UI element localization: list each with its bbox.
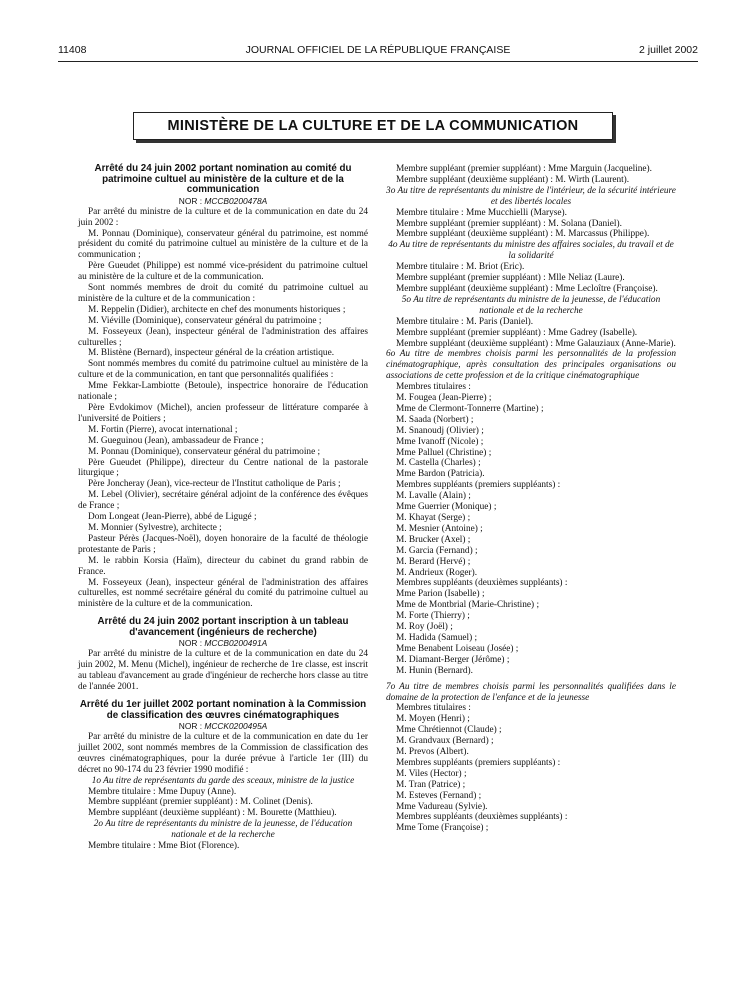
member-line: Membre suppléant (premier suppléant) : Mme Marguin (Jacqueline). [396,164,652,174]
nor-reference [78,638,368,649]
member-line: Mme de Clermont-Tonnerre (Martine) ; [396,403,544,414]
member-line: Membre suppléant (deuxième suppléant) : M. Wirth (Laurent). [396,174,630,185]
member-line: Mme Benabent Loiseau (Josée) ; [396,643,519,654]
member-line: Mme Tome (Françoise) ; [396,823,489,834]
nor-reference [78,196,368,207]
journal-title: JOURNAL OFFICIEL DE LA RÉPUBLIQUE FRANÇAISE [245,44,511,56]
member-line: Mme Bardon (Patricia). [396,469,485,480]
section-heading: 2o Au titre de représentants du ministre de la jeunesse, de l'éducation nationale et de la recherche [93,819,353,841]
member-line: M. Berard (Hervé) ; [396,556,471,567]
member-line: Membres titulaires : [396,382,471,393]
paragraph: M. Ponnau (Dominique), conservateur général du patrimoine ; [88,446,321,457]
member-line: M. Forte (Thierry) ; [396,611,470,622]
ministry-banner: MINISTÈRE DE LA CULTURE ET DE LA COMMUNICATION [133,112,613,140]
paragraph: Par arrêté du ministre de la culture et de la communication en date du 24 juin 2002, M. Menu (Michel), ingénieur de recherche de 1re classe, est inscrit au tableau d'avancement au grade d'ingénieur de recherche hors classe au titre de l'année 2001. [78,649,368,693]
member-line: Mme Chrétiennot (Claude) ; [396,725,502,736]
paragraph: Père Joncheray (Jean), vice-recteur de l'Institut catholique de Paris ; [88,479,341,490]
right-column [386,164,676,834]
nor-reference [78,721,368,732]
member-line: M. Roy (Joël) ; [396,622,453,633]
paragraph: Par arrêté du ministre de la culture et de la communication en date du 24 juin 2002 : [78,206,368,228]
section-heading: 4o Au titre de représentants du ministre des affaires sociales, du travail et de la solidarité [388,240,674,262]
member-line: Membres suppléants (premiers suppléants) : [396,757,561,768]
paragraph: Mme Fekkar-Lambiotte (Betoule), inspectrice honoraire de l'éducation nationale ; [78,381,368,403]
paragraph: Dom Longeat (Jean-Pierre), abbé de Ligugé ; [88,512,257,523]
section-heading: 5o Au titre de représentants du ministre de la jeunesse, de l'éducation nationale et de la recherche [401,294,661,316]
member-line: Membre suppléant (premier suppléant) : Mme Gadrey (Isabelle). [396,327,638,338]
paragraph: M. Fosseyeux (Jean), inspecteur général de l'administration des affaires culturelles, est nommé secrétaire général du comité du patrimoine cultuel au ministère de la culture et de la communication. [78,577,368,610]
paragraph: Sont nommés membres de droit du comité du patrimoine cultuel au ministère de la culture et de la communication : [78,283,368,304]
member-line: M. Moyen (Henri) ; [396,714,470,725]
member-line: Mme Guerrier (Monique) ; [396,502,497,513]
member-line: Membre suppléant (premier suppléant) : M. Colinet (Denis). [88,797,313,808]
member-line: Membre suppléant (premier suppléant) : M. Solana (Daniel). [396,218,622,229]
paragraph: M. le rabbin Korsia (Haïm), directeur du cabinet du grand rabbin de France. [78,555,368,577]
paragraph: M. Monnier (Sylvestre), architecte ; [88,522,222,533]
paragraph: M. Lebel (Olivier), secrétaire général adjoint de la conférence des évêques de France ; [78,490,368,512]
decree-title: Arrêté du 1er juillet 2002 portant nomination à la Commission de classification des œuvres cinématographiques [79,698,367,721]
member-line: M. Khayat (Serge) ; [396,513,471,523]
member-line: Membres suppléants (deuxièmes suppléants) : [396,812,568,823]
section-heading: 1o Au titre de représentants du garde des sceaux, ministre de la justice [91,775,355,786]
nor-code: MCCK0200495A [204,721,268,732]
member-line: Membres suppléants (deuxièmes suppléants) : [396,578,568,589]
paragraph: M. Viéville (Dominique), conservateur général du patrimoine ; [88,315,322,326]
member-line: Membre suppléant (deuxième suppléant) : Mme Galauziaux (Anne-Marie). [396,338,676,349]
header-rule [58,61,698,62]
member-line: Membre titulaire : M. Briot (Eric). [396,262,525,273]
member-line: Mme de Montbrial (Marie-Christine) ; [396,600,540,611]
member-line: M. Andrieux (Roger). [396,567,478,578]
decree-title: Arrêté du 24 juin 2002 portant inscription à un tableau d'avancement (ingénieurs de recherche) [97,616,349,638]
issue-date: 2 juillet 2002 [639,44,698,56]
member-line: Mme Parion (Isabelle) ; [396,589,485,600]
member-line: M. Prevos (Albert). [396,747,469,758]
member-line: M. Snanoudj (Olivier) ; [396,425,484,436]
member-line: Mme Vadureau (Sylvie). [396,801,488,812]
page-number: 11408 [58,44,87,56]
member-line: M. Garcia (Fernand) ; [396,545,478,556]
paragraph: M. Reppelin (Didier), architecte en chef des monuments historiques ; [88,304,346,315]
nor-code: MCCB0200478A [204,195,268,206]
paragraph: Par arrêté du ministre de la culture et de la communication en date du 1er juillet 2002, sont nommés membres de la Commission de classification des œuvres cinématographiques, pour la durée prévue à l'article 1er (III) du décret no 90-174 du 23 février 1990 modifié : [78,732,368,775]
paragraph: M. Fosseyeux (Jean), inspecteur général de l'administration des affaires culturelles ; [78,326,368,348]
nor-label: NOR : [178,721,203,732]
paragraph: M. Blistène (Bernard), inspecteur général de la création artistique. [88,348,335,359]
member-line: M. Diamant-Berger (Jérôme) ; [396,654,510,665]
member-line: M. Mesnier (Antoine) ; [396,523,483,534]
nor-label: NOR : [178,638,203,649]
member-line: M. Grandvaux (Bernard) ; [396,736,494,747]
paragraph: Pasteur Pérès (Jacques-Noël), doyen honoraire de la faculté de théologie protestante de Paris ; [78,533,368,555]
member-line: Membre titulaire : Mme Dupuy (Anne). [88,786,237,797]
member-line: M. Hadida (Samuel) ; [396,632,478,643]
member-line: M. Tran (Patrice) ; [396,779,466,790]
member-line: M. Saada (Norbert) ; [396,414,474,425]
member-line: Mme Palluel (Christine) ; [396,447,492,458]
running-header [58,44,698,58]
paragraph: Père Gueudet (Philippe), directeur du Centre national de la pastorale liturgique ; [78,457,368,479]
member-line: M. Viles (Hector) ; [396,768,467,779]
member-line: M. Fougea (Jean-Pierre) ; [396,393,492,404]
member-line: Membres suppléants (premiers suppléants) : [396,480,561,491]
left-column [78,164,368,852]
section-heading: 7o Au titre de membres choisis parmi les personnalités qualifiées dans le domaine de la protection de l'enfance et de la jeunesse [386,681,676,703]
member-line: M. Esteves (Fernand) ; [396,790,482,801]
member-line: Membres titulaires : [396,703,471,714]
decree-title: Arrêté du 24 juin 2002 portant nomination au comité du patrimoine cultuel au ministère de la culture et de la communication [94,163,352,196]
member-line: Membre suppléant (deuxième suppléant) : Mme Lecloître (Françoise). [396,283,658,294]
nor-label: NOR : [178,195,203,206]
member-line: M. Hunin (Bernard). [396,665,473,676]
member-line: M. Castella (Charles) ; [396,458,481,469]
member-list [386,382,676,676]
member-line: M. Brucker (Axel) ; [396,534,471,545]
nor-code: MCCB0200491A [204,638,268,649]
member-line: Membre titulaire : Mme Biot (Florence). [88,841,240,852]
paragraph: Père Evdokimov (Michel), ancien professeur de littérature comparée à l'université de Poitiers ; [78,403,368,424]
member-line: Membre titulaire : M. Paris (Daniel). [396,316,534,327]
member-line: Membre suppléant (deuxième suppléant) : M. Marcassus (Philippe). [396,229,650,240]
member-list [386,703,676,834]
member-line: Membre suppléant (deuxième suppléant) : M. Bourette (Matthieu). [88,808,337,819]
paragraph: M. Fortin (Pierre), avocat international ; [88,424,238,435]
paragraph: M. Gueguinou (Jean), ambassadeur de France ; [88,435,264,446]
section-heading: 3o Au titre de représentants du ministre de l'intérieur, de la sécurité intérieure et des libertés locales [386,185,676,207]
paragraph: Sont nommés membres du comité du patrimoine cultuel au ministère de la culture et de la communication, en tant que personnalités qualifiées : [78,359,368,381]
member-line: Mme Ivanoff (Nicole) ; [396,436,484,447]
paragraph: M. Ponnau (Dominique), conservateur général du patrimoine, est nommé président du comité du patrimoine cultuel au ministère de la culture et de la communication ; [78,228,368,261]
member-line: Membre titulaire : Mme Mucchielli (Maryse). [396,207,567,218]
member-line: Membre suppléant (premier suppléant) : Mlle Neliaz (Laure). [396,273,625,284]
paragraph: Père Gueudet (Philippe) est nommé vice-président du patrimoine cultuel au ministère de la culture et de la communication. [78,261,368,283]
member-line: M. Lavalle (Alain) ; [396,491,471,502]
section-heading: 6o Au titre de membres choisis parmi les personnalités de la profession cinématographique, après consultation des principales organisations ou associations de cette profession et de la critique cinématographique [386,349,676,382]
